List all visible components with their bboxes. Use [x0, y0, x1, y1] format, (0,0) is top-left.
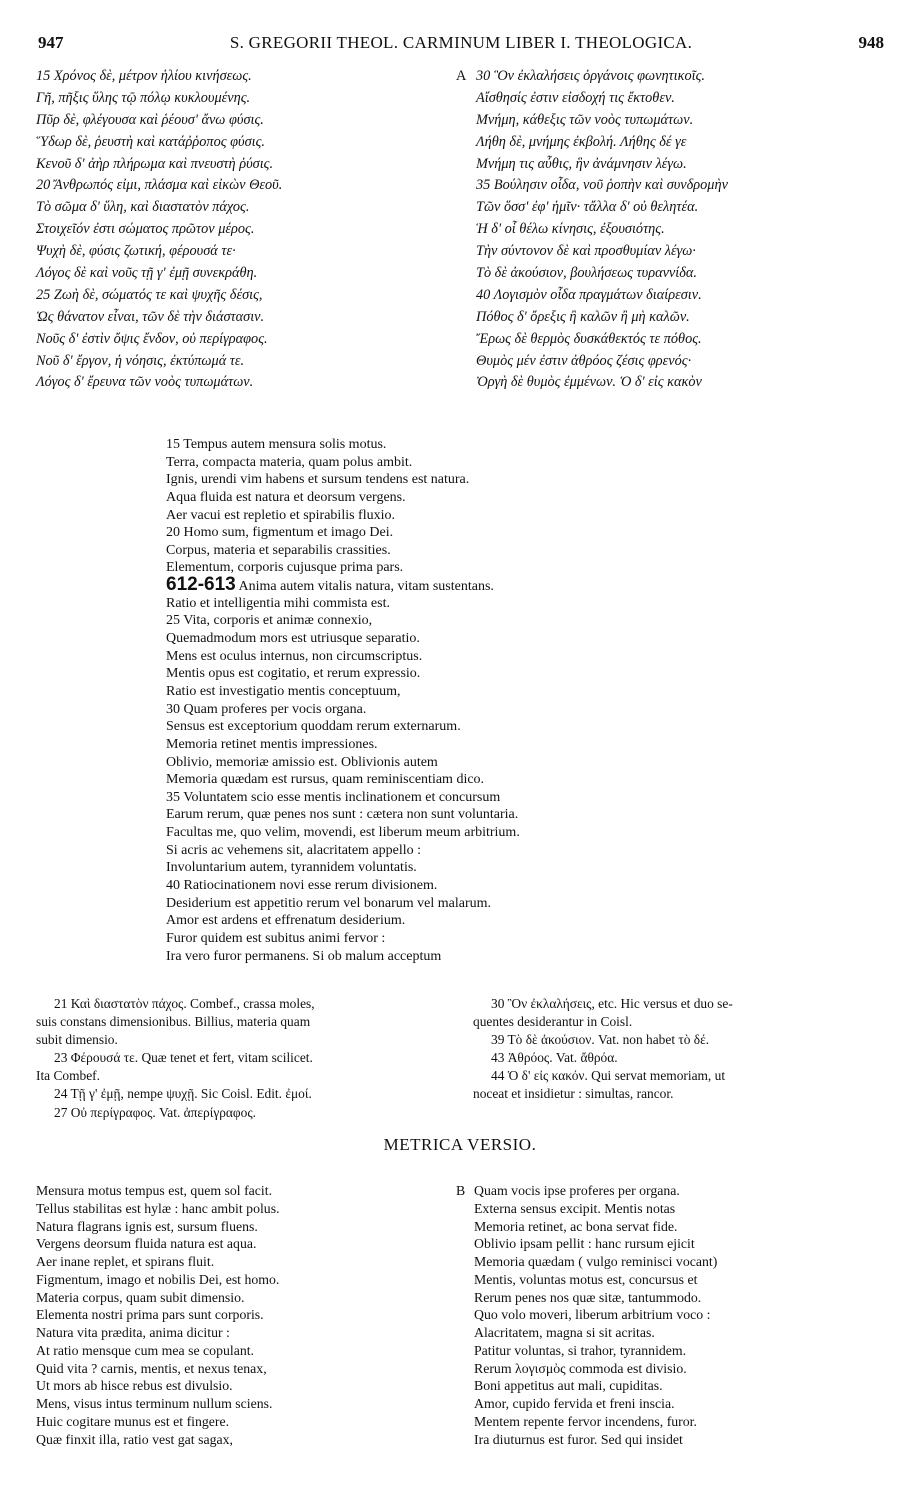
latin-line-with-column-number — [166, 574, 786, 596]
latin-line: Quemadmodum mors est utriusque separatio. — [166, 631, 420, 647]
metrica-verse-line: Elementa nostri prima pars sunt corporis. — [36, 1307, 264, 1323]
metrica-verse-line: Quid vita ? carnis, mentis, et nexus tenax, — [36, 1360, 267, 1376]
footnote-line: Ita Combef. — [36, 1068, 100, 1084]
greek-verse-line — [456, 307, 886, 329]
latin-line: Terra, compacta materia, quam polus ambit. — [166, 454, 413, 470]
metrica-verse-line — [456, 1360, 876, 1378]
metrica-column-right — [456, 1182, 876, 1448]
greek-verse-line — [456, 88, 886, 110]
greek-verse-text: 40 Λογισμὸν οἶδα πραγμάτων διαίρεσιν. — [476, 286, 702, 303]
latin-line: Oblivio, memoriæ amissio est. Oblivionis autem — [166, 754, 438, 770]
metrica-verse-line — [456, 1235, 876, 1253]
greek-verse-line: Πῦρ δὲ, φλέγουσα καὶ ῥέουσ' ἄνω φύσις. — [36, 111, 264, 128]
metrica-verse-line: Aer inane replet, et spirans fluit. — [36, 1254, 215, 1269]
greek-verse-line — [456, 372, 886, 394]
metrica-verse-text: Boni appetitus aut mali, cupiditas. — [474, 1378, 663, 1394]
footnote-line: 24 Τῇ γ' ἐμῇ, nempe ψυχῇ. Sic Coisl. Edit. ἐμοί. — [54, 1086, 312, 1102]
latin-line: Corpus, materia et separabilis crassities. — [166, 542, 391, 558]
footnote-line: 30 Ὃν ἐκλαλήσεις, etc. Hic versus et duo se- — [491, 996, 733, 1011]
latin-line: 30 Quam proferes per vocis organa. — [166, 701, 367, 717]
footnote-line: 44 Ὁ δ' εἰς κακόν. Qui servat memoriam, ut — [491, 1068, 726, 1084]
metrica-verse-line: Mensura motus tempus est, quem sol facit. — [36, 1183, 273, 1198]
greek-verse-text: Τὴν σύντονον δὲ καὶ προσθυμίαν λέγω· — [476, 243, 696, 260]
latin-line-text: Anima autem vitalis natura, vitam sustentans. — [238, 579, 494, 595]
metrica-verse-line: Ut mors ab hisce rebus est divulsio. — [36, 1378, 233, 1394]
greek-verse-line: Ὡς θάνατον εἶναι, τῶν δὲ τὴν διάστασιν. — [36, 308, 265, 325]
latin-line: Involuntarium autem, tyrannidem voluntatis. — [166, 860, 417, 876]
metrica-verse-line — [456, 1413, 876, 1431]
latin-line: Aqua fluida est natura et deorsum vergens. — [166, 489, 406, 505]
latin-line: Mentis opus est cogitatio, et rerum expressio. — [166, 666, 421, 682]
latin-line: 35 Voluntatem scio esse mentis inclinationem et concursum — [166, 789, 501, 805]
greek-verse-text: 30 Ὃν ἐκλαλήσεις ὀργάνοις φωνητικοῖς. — [476, 68, 705, 84]
greek-verse-line: Νοῦς δ' ἐστὶν ὄψις ἔνδον, οὐ περίγραφος. — [36, 330, 268, 347]
greek-verse-text: Ὀργὴ δὲ θυμὸς ἐμμένων. Ὁ δ' εἰς κακὸν — [476, 374, 702, 391]
greek-verse-line: Γῆ, πῆξις ὕλης τῷ πόλῳ κυκλουμένης. — [36, 89, 251, 106]
latin-line: Ignis, urendi vim habens et sursum tendens est natura. — [166, 472, 470, 488]
latin-line: Aer vacui est repletio et spirabilis fluxio. — [166, 507, 395, 523]
greek-verse-line: Ὕδωρ δὲ, ῥευστὴ καὶ κατάῤῥοπος φύσις. — [36, 133, 265, 150]
metrica-verse-line: Figmentum, imago et nobilis Dei, est homo. — [36, 1271, 280, 1287]
metrica-verse-line — [456, 1342, 876, 1360]
latin-line: Ratio et intelligentia mihi commista est. — [166, 595, 390, 611]
greek-verse-text: Ἡ δ' οἷ θέλω κίνησις, ἐξουσιότης. — [476, 221, 665, 238]
latin-line: 40 Ratiocinationem novi esse rerum divisionem. — [166, 878, 438, 894]
footnotes-left — [36, 995, 456, 1122]
latin-line: Mens est oculus internus, non circumscriptus. — [166, 648, 423, 664]
latin-line: Desiderium est appetitio rerum vel bonarum vel malarum. — [166, 895, 492, 911]
metrica-verse-text: Memoria quædam ( vulgo reminisci vocant) — [474, 1254, 718, 1269]
metrica-verse-text: Mentis, voluntas motus est, concursus et — [474, 1271, 698, 1287]
footnote-line: noceat et insidietur : simultas, rancor. — [473, 1086, 674, 1102]
greek-verse-line: Νοῦ δ' ἔργον, ἡ νόησις, ἐκτύπωμά τε. — [36, 352, 245, 369]
column-number: 612-613 — [166, 574, 236, 596]
section-title: METRICA VERSIO. — [383, 1135, 537, 1154]
greek-verse-line — [456, 285, 886, 307]
latin-line: 15 Tempus autem mensura solis motus. — [166, 437, 387, 452]
metrica-verse-text: Quo volo moveri, liberum arbitrium voco : — [474, 1307, 711, 1323]
margin-marker: A — [456, 68, 467, 84]
greek-column-left — [36, 66, 446, 394]
footnote-line: suis constans dimensionibus. Billius, materia quam — [36, 1014, 311, 1030]
metrica-verse-text: Mentem repente fervor incendens, furor. — [474, 1413, 697, 1429]
metrica-verse-line — [456, 1431, 876, 1449]
latin-line: Sensus est exceptorium quoddam rerum externarum. — [166, 719, 461, 735]
metrica-verse-line — [456, 1289, 876, 1307]
latin-line: Ratio est investigatio mentis conceptuum, — [166, 683, 401, 699]
footnote-line: 21 Καὶ διαστατὸν πάχος. Combef., crassa moles, — [54, 996, 315, 1011]
greek-verse-text: Αἴσθησίς ἐστιν εἰσδοχή τις ἔκτοθεν. — [476, 89, 675, 106]
greek-verse-line — [456, 351, 886, 373]
greek-verse-text: Λήθη δὲ, μνήμης ἐκβολή. Λήθης δέ γε — [476, 133, 687, 150]
metrica-verse-line — [456, 1200, 876, 1218]
greek-verse-line: Λόγος δὲ καὶ νοῦς τῇ γ' ἐμῇ συνεκράθη. — [36, 265, 258, 282]
footnote-line: 43 Ἀθρόος. Vat. ἄθρόα. — [491, 1050, 618, 1066]
metrica-verse-line — [456, 1395, 876, 1413]
metrica-verse-text: Rerum penes nos quæ sitæ, tantummodo. — [474, 1289, 702, 1305]
metrica-verse-line: At ratio mensque cum mea se copulant. — [36, 1342, 255, 1358]
greek-verse-line: Λόγος δ' ἔρευνα τῶν νοὸς τυπωμάτων. — [36, 374, 254, 391]
metrica-verse-text: Externa sensus excipit. Mentis notas — [474, 1200, 676, 1216]
greek-verse-line — [456, 175, 886, 197]
running-header — [38, 33, 884, 55]
footnote-line: subit dimensio. — [36, 1032, 118, 1048]
greek-verse-line: 15 Χρόνος δὲ, μέτρον ἡλίου κινήσεως. — [36, 68, 252, 84]
greek-verse-text: Μνήμη, κάθεξις τῶν νοὸς τυπωμάτων. — [476, 111, 694, 128]
latin-line: Si acris ac vehemens sit, alacritatem appello : — [166, 842, 422, 858]
greek-verse-text: Ἔρως δὲ θερμὸς δυσκάθεκτός τε πόθος. — [476, 330, 702, 347]
footnote-line: 23 Φέρουσά τε. Quæ tenet et fert, vitam scilicet. — [54, 1050, 313, 1066]
metrica-verse-text: Oblivio ipsam pellit : hanc rursum ejicit — [474, 1236, 695, 1252]
metrica-verse-line: Natura flagrans ignis est, sursum fluens. — [36, 1218, 258, 1234]
metrica-column-left — [36, 1182, 446, 1448]
latin-line: Earum rerum, quæ penes nos sunt : cætera non sunt voluntaria. — [166, 807, 519, 823]
metrica-verse-line: Huic cogitare munus est et fingere. — [36, 1413, 230, 1429]
metrica-verse-line — [456, 1306, 876, 1324]
footnotes-right — [473, 995, 885, 1104]
metrica-verse-line — [456, 1182, 876, 1200]
metrica-verse-line: Natura vita prædita, anima dicitur : — [36, 1325, 230, 1340]
latin-line: Amor est ardens et effrenatum desiderium. — [166, 913, 406, 929]
greek-verse-line — [456, 110, 886, 132]
metrica-verse-line — [456, 1218, 876, 1236]
greek-verse-text: 35 Βούλησιν οἶδα, νοῦ ῥοπὴν καὶ συνδρομὴν — [476, 177, 728, 194]
latin-line: Facultas me, quo velim, movendi, est liberum meum arbitrium. — [166, 825, 520, 841]
metrica-verse-line: Mens, visus intus terminum nullum sciens. — [36, 1396, 273, 1411]
greek-verse-text: Τῶν ὅσσ' ἐφ' ἡμῖν· τἄλλα δ' οὐ θελητέα. — [476, 199, 699, 216]
greek-verse-line: Ψυχὴ δὲ, φύσις ζωτική, φέρουσά τε· — [36, 243, 236, 260]
latin-line: 25 Vita, corporis et animæ connexio, — [166, 613, 373, 629]
footnote-line: 39 Τὸ δὲ ἀκούσιον. Vat. non habet τὸ δέ. — [491, 1032, 710, 1048]
latin-line: Ira vero furor permanens. Si ob malum acceptum — [166, 948, 442, 964]
metrica-verse-line — [456, 1324, 876, 1342]
latin-line: 20 Homo sum, figmentum et imago Dei. — [166, 525, 394, 541]
greek-verse-line: 25 Ζωὴ δὲ, σώματός τε καὶ ψυχῆς δέσις, — [36, 286, 263, 303]
greek-column-right — [456, 66, 886, 394]
latin-line: Memoria retinet mentis impressiones. — [166, 736, 378, 752]
page-number-right: 948 — [858, 33, 884, 52]
metrica-verse-text: Amor, cupido fervida et freni inscia. — [474, 1396, 675, 1411]
running-title: S. GREGORII THEOL. CARMINUM LIBER I. THEOLOGICA. — [229, 33, 693, 52]
greek-verse-line — [456, 197, 886, 219]
greek-verse-line — [456, 219, 886, 241]
greek-verse-line — [456, 241, 886, 263]
margin-marker: B — [456, 1183, 466, 1198]
metrica-verse-line — [456, 1253, 876, 1271]
metrica-verse-line — [456, 1377, 876, 1395]
greek-verse-line — [456, 154, 886, 176]
latin-line: Furor quidem est subitus animi fervor : — [166, 930, 386, 946]
latin-line: Memoria quædam est rursus, quam reminiscentiam dico. — [166, 772, 485, 788]
greek-verse-line — [456, 329, 886, 351]
metrica-verse-text: Ira diuturnus est furor. Sed qui insidet — [474, 1431, 683, 1447]
metrica-verse-text: Memoria retinet, ac bona servat fide. — [474, 1218, 678, 1234]
latin-line: Elementum, corporis cujusque prima pars. — [166, 560, 404, 576]
metrica-verse-line: Quæ finxit illa, ratio vest gat sagax, — [36, 1431, 233, 1447]
greek-verse-line: Στοιχεῖόν ἐστι σώματος πρῶτον μέρος. — [36, 221, 255, 238]
greek-verse-line: Κενοῦ δ' ἀὴρ πλήρωμα καὶ πνευστὴ ῥύσις. — [36, 155, 274, 172]
metrica-verse-line: Materia corpus, quam subit dimensio. — [36, 1289, 245, 1305]
metrica-verse-text: Quam vocis ipse proferes per organa. — [474, 1183, 680, 1198]
greek-verse-line — [456, 132, 886, 154]
footnote-line: 27 Οὐ περίγραφος. Vat. ἀπερίγραφος. — [54, 1104, 257, 1120]
greek-verse-text: Πόθος δ' ὄρεξις ἢ καλῶν ἢ μὴ καλῶν. — [476, 308, 690, 325]
greek-verse-line — [456, 263, 886, 285]
metrica-verse-text: Alacritatem, magna si sit acritas. — [474, 1325, 655, 1340]
greek-verse-text: Τὸ δὲ ἀκούσιον, βουλήσεως τυραννίδα. — [476, 265, 697, 282]
metrica-verse-line — [456, 1271, 876, 1289]
greek-verse-text: Μνήμη τις αὖθις, ἣν ἀνάμνησιν λέγω. — [476, 155, 687, 172]
greek-verse-line — [456, 66, 886, 88]
metrica-verse-text: Rerum λογισμὸς commoda est divisio. — [474, 1360, 687, 1376]
metrica-verse-line: Tellus stabilitas est hylæ : hanc ambit polus. — [36, 1200, 280, 1216]
page-number-left: 947 — [38, 33, 64, 52]
latin-translation — [166, 436, 786, 965]
greek-verse-line: 20 Ἄνθρωπός εἰμι, πλάσμα καὶ εἰκὼν Θεοῦ. — [36, 177, 283, 194]
metrica-verse-line: Vergens deorsum fluida natura est aqua. — [36, 1236, 257, 1252]
greek-verse-line: Τὸ σῶμα δ' ὕλη, καὶ διαστατὸν πάχος. — [36, 199, 250, 216]
metrica-verse-text: Patitur voluntas, si trahor, tyrannidem. — [474, 1342, 687, 1358]
footnote-line: quentes desiderantur in Coisl. — [473, 1014, 633, 1030]
greek-verse-text: Θυμὸς μέν ἐστιν ἀθρόος ζέσις φρενός· — [476, 352, 692, 369]
